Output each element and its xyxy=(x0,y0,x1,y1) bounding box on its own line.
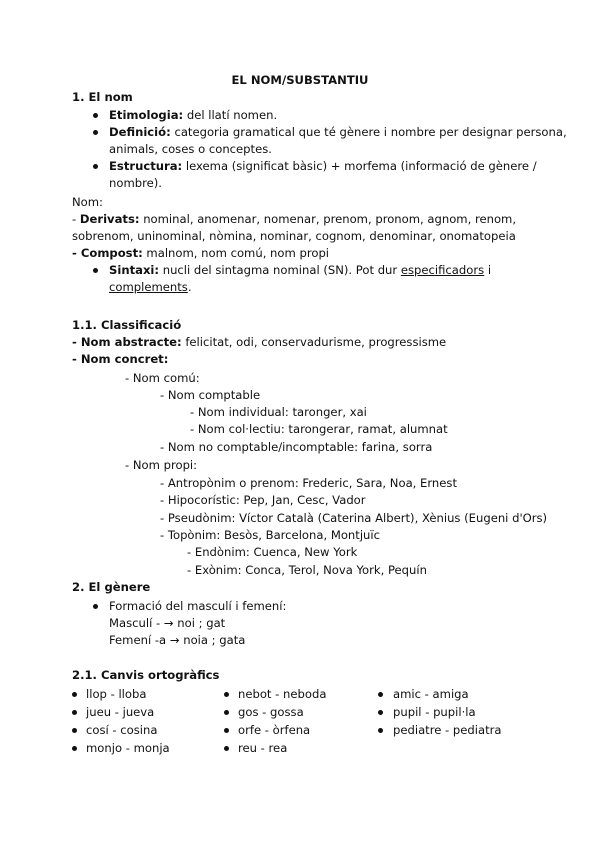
sintaxi-text: nucli del sintagma nominal (SN). Pot dur xyxy=(159,263,401,277)
etimologia-text: del llatí nomen. xyxy=(183,108,278,122)
pseudonim-line: - Pseudònim: Víctor Català (Caterina Albert), Xènius (Eugeni d'Ors) xyxy=(160,511,548,525)
derivats-line xyxy=(72,211,516,228)
sintaxi-end: . xyxy=(187,280,192,294)
toponim-line: - Topònim: Besòs, Barcelona, Montjuïc xyxy=(160,528,380,542)
bullet-icon xyxy=(93,113,98,118)
definicio-item xyxy=(109,124,567,141)
list-item: nebot - neboda xyxy=(238,687,327,701)
list-item: amic - amiga xyxy=(393,687,469,701)
bullet-icon xyxy=(224,728,229,733)
bullet-icon xyxy=(93,268,98,273)
bullet-icon xyxy=(224,746,229,751)
bullet-icon xyxy=(72,728,77,733)
bullet-icon xyxy=(72,710,77,715)
bullet-icon xyxy=(378,692,383,697)
exonim-line: - Exònim: Conca, Terol, Nova York, Pequín xyxy=(187,563,427,577)
etimologia-item xyxy=(109,107,277,124)
derivats-label: Derivats: xyxy=(79,212,140,226)
sintaxi-item xyxy=(109,262,491,279)
bullet-icon xyxy=(93,604,98,609)
section-2-1-heading: 2.1. Canvis ortogràfics xyxy=(72,668,220,682)
especificadors-link[interactable]: especificadors xyxy=(400,263,485,277)
compost-label: - Compost: xyxy=(72,246,143,260)
bullet-icon xyxy=(93,130,98,135)
no-comptable-line: - Nom no comptable/incomptable: farina, sorra xyxy=(160,440,433,454)
list-item: gos - gossa xyxy=(238,705,304,719)
hipocoristic-line: - Hipocorístic: Pep, Jan, Cesc, Vador xyxy=(160,493,366,507)
derivats-prefix: - xyxy=(72,212,80,226)
abstracte-text: felicitat, odi, conservadurisme, progressisme xyxy=(181,335,447,349)
bullet-icon xyxy=(378,728,383,733)
endonim-line: - Endònim: Cuenca, New York xyxy=(187,545,358,559)
bullet-icon xyxy=(72,746,77,751)
bullet-icon xyxy=(224,710,229,715)
sintaxi-cont xyxy=(109,279,192,296)
list-item: pediatre - pediatra xyxy=(393,723,502,737)
etimologia-label: Etimologia: xyxy=(109,108,184,122)
sintaxi-mid: i xyxy=(484,263,492,277)
section-2-heading: 2. El gènere xyxy=(72,580,151,594)
propi-line: - Nom propi: xyxy=(125,458,198,472)
nom-line: Nom: xyxy=(72,195,103,209)
list-item: llop - lloba xyxy=(86,687,147,701)
list-item: monjo - monja xyxy=(86,741,170,755)
bullet-icon xyxy=(93,164,98,169)
list-item: cosí - cosina xyxy=(86,723,158,737)
bullet-icon xyxy=(224,692,229,697)
definicio-text-cont: animals, coses o conceptes. xyxy=(109,142,272,156)
compost-text: malnom, nom comú, nom propi xyxy=(142,246,330,260)
bullet-icon xyxy=(72,692,77,697)
definicio-text: categoria gramatical que té gènere i nombre per designar persona, xyxy=(170,125,567,139)
page-title: EL NOM/SUBSTANTIU xyxy=(231,73,369,87)
abstracte-line xyxy=(72,334,446,351)
list-item: reu - rea xyxy=(238,741,288,755)
estructura-text: lexema (significat bàsic) + morfema (informació de gènere / xyxy=(182,159,537,173)
definicio-label: Definició: xyxy=(109,125,171,139)
estructura-label: Estructura: xyxy=(109,159,183,173)
masculi-line: Masculí - → noi ; gat xyxy=(109,616,226,630)
section-1-heading: 1. El nom xyxy=(72,90,133,104)
femeni-line: Femení -a → noia ; gata xyxy=(109,633,246,647)
derivats-text-cont: sobrenom, uninominal, nòmina, nominar, cognom, denominar, onomatopeia xyxy=(72,229,516,243)
comptable-line: - Nom comptable xyxy=(160,388,261,402)
complements-link[interactable]: complements xyxy=(109,280,188,294)
collectiu-line: - Nom col·lectiu: tarongerar, ramat, alumnat xyxy=(190,422,448,436)
bullet-icon xyxy=(378,710,383,715)
antroponim-line: - Antropònim o prenom: Frederic, Sara, Noa, Ernest xyxy=(160,476,458,490)
compost-line xyxy=(72,245,329,262)
individual-line: - Nom individual: taronger, xai xyxy=(190,405,367,419)
list-item: orfe - òrfena xyxy=(238,723,311,737)
section-1-1-heading: 1.1. Classificació xyxy=(72,318,182,332)
list-item: pupil - pupil·la xyxy=(393,705,476,719)
abstracte-label: - Nom abstracte: xyxy=(72,335,182,349)
estructura-text-cont: nombre). xyxy=(109,176,162,190)
comu-line: - Nom comú: xyxy=(125,371,200,385)
derivats-text: nominal, anomenar, nomenar, prenom, pronom, agnom, renom, xyxy=(139,212,517,226)
list-item: jueu - jueva xyxy=(86,705,155,719)
concret-label: - Nom concret: xyxy=(72,352,169,366)
formacio-line: Formació del masculí i femení: xyxy=(109,599,287,613)
estructura-item xyxy=(109,158,537,175)
sintaxi-label: Sintaxi: xyxy=(109,263,160,277)
